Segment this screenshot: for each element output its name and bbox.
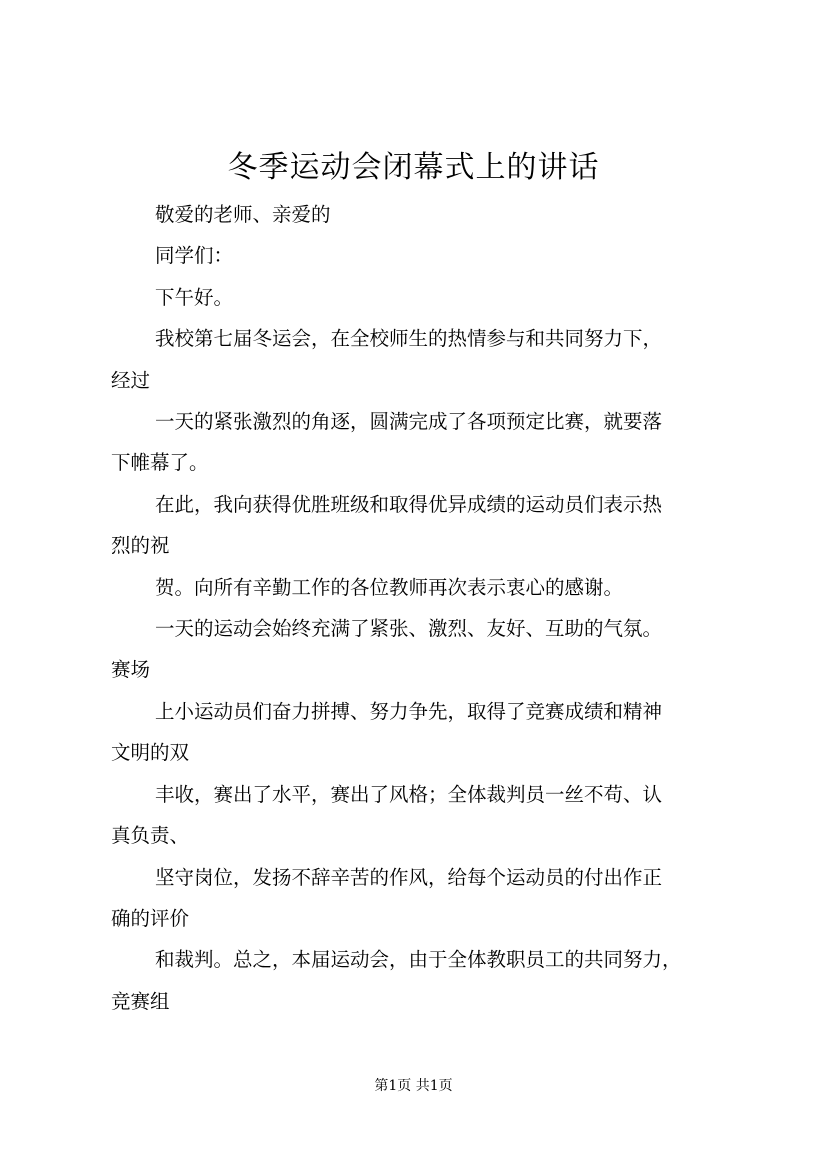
page-footer: 第1页 共1页	[374, 1078, 453, 1094]
document-body	[111, 194, 731, 1022]
paragraph-continuation: 经过	[111, 368, 151, 392]
paragraph-11	[111, 857, 731, 940]
paragraph-continuation: 赛场	[111, 658, 151, 682]
paragraph-line: 我校第七届冬运会，在全校师生的热情参与和共同努力下，	[155, 327, 663, 351]
paragraph-continuation: 确的评价	[111, 906, 190, 930]
paragraph-line: 贺。向所有辛勤工作的各位教师再次表示衷心的感谢。	[155, 575, 624, 599]
paragraph-line: 一天的运动会始终充满了紧张、激烈、友好、互助的气氛。	[155, 617, 663, 641]
paragraph-line: 一天的紧张激烈的角逐，圆满完成了各项预定比赛，就要落	[155, 410, 663, 434]
paragraph-4	[111, 318, 731, 401]
paragraph-6	[111, 484, 731, 567]
paragraph-continuation: 烈的祝	[111, 534, 170, 558]
paragraph-5	[111, 401, 731, 484]
paragraph-continuation: 真负责、	[111, 824, 190, 848]
paragraph-1	[111, 194, 731, 235]
paragraph-8	[111, 608, 731, 691]
paragraph-12	[111, 939, 731, 1022]
paragraph-line: 在此，我向获得优胜班级和取得优异成绩的运动员们表示热	[155, 492, 663, 516]
paragraph-7	[111, 567, 731, 608]
paragraph-line: 同学们：	[155, 244, 234, 268]
paragraph-line: 上小运动员们奋力拼搏、努力争先，取得了竞赛成绩和精神	[155, 699, 663, 723]
paragraph-line: 坚守岗位，发扬不辞辛苦的作风，给每个运动员的付出作正	[155, 865, 663, 889]
paragraph-10	[111, 774, 731, 857]
paragraph-continuation: 竞赛组	[111, 989, 170, 1013]
document-title: 冬季运动会闭幕式上的讲话	[227, 150, 600, 185]
paragraph-line: 丰收，赛出了水平，赛出了风格；全体裁判员一丝不苟、认	[155, 782, 663, 806]
paragraph-line: 敬爱的老师、亲爱的	[155, 203, 331, 226]
paragraph-line: 下午好。	[155, 285, 234, 309]
paragraph-line: 和裁判。总之，本届运动会，由于全体教职员工的共同努力，	[155, 948, 682, 972]
paragraph-continuation: 下帷幕了。	[111, 451, 209, 475]
paragraph-continuation: 文明的双	[111, 741, 190, 765]
paragraph-2	[111, 235, 731, 276]
paragraph-9	[111, 691, 731, 774]
paragraph-3	[111, 277, 731, 318]
